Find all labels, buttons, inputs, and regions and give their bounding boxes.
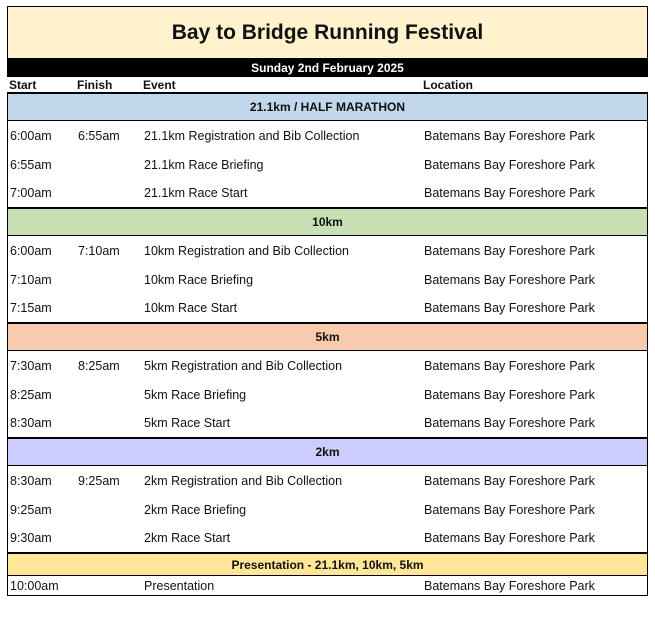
cell-event: 2km Race Briefing [144, 502, 247, 517]
section-header: 21.1km / HALF MARATHON [7, 93, 648, 121]
column-header-location: Location [423, 77, 473, 92]
schedule-row [7, 179, 648, 208]
column-header-event: Event [143, 77, 176, 92]
schedule-row [7, 576, 648, 596]
cell-start: 7:00am [10, 186, 52, 200]
cell-event: 10km Registration and Bib Collection [144, 243, 349, 258]
schedule-row [7, 466, 648, 495]
cell-start: 7:15am [10, 301, 52, 315]
cell-event: 10km Race Briefing [144, 272, 254, 287]
cell-event: 21.1km Registration and Bib Collection [144, 128, 360, 143]
column-header-row [7, 77, 648, 93]
cell-event: 21.1km Race Start [144, 186, 248, 200]
cell-location: Batemans Bay Foreshore Park [424, 301, 595, 315]
cell-finish: 7:10am [78, 243, 120, 258]
section-header: Presentation - 21.1km, 10km, 5km [7, 553, 648, 576]
schedule-section [7, 323, 648, 438]
cell-event: 2km Registration and Bib Collection [144, 473, 343, 488]
cell-event: 5km Registration and Bib Collection [144, 358, 343, 373]
cell-location: Batemans Bay Foreshore Park [424, 358, 595, 373]
cell-location: Batemans Bay Foreshore Park [424, 531, 595, 545]
cell-event: 21.1km Race Briefing [144, 157, 264, 172]
schedule-row [7, 294, 648, 323]
date-banner: Sunday 2nd February 2025 [7, 59, 648, 77]
cell-start: 8:30am [10, 416, 52, 430]
cell-start: 8:25am [10, 387, 52, 402]
section-header: 10km [7, 208, 648, 236]
schedule-row [7, 265, 648, 294]
schedule-row [7, 495, 648, 524]
cell-start: 7:10am [10, 272, 52, 287]
column-header-finish: Finish [77, 77, 113, 92]
cell-start: 6:55am [10, 157, 52, 172]
cell-location: Batemans Bay Foreshore Park [424, 186, 595, 200]
cell-event: 2km Race Start [144, 531, 231, 545]
schedule-row [7, 380, 648, 409]
cell-start: 10:00am [10, 578, 59, 593]
cell-start: 6:00am [10, 243, 52, 258]
sections-container [7, 93, 648, 596]
cell-location: Batemans Bay Foreshore Park [424, 578, 595, 593]
schedule-row [7, 409, 648, 438]
column-header-start: Start [9, 77, 37, 92]
schedule-row [7, 236, 648, 265]
schedule-row [7, 524, 648, 553]
cell-start: 9:30am [10, 531, 52, 545]
cell-event: 10km Race Start [144, 301, 238, 315]
cell-start: 7:30am [10, 358, 52, 373]
cell-location: Batemans Bay Foreshore Park [424, 243, 595, 258]
page-title: Bay to Bridge Running Festival [7, 6, 648, 59]
schedule-row [7, 121, 648, 150]
cell-event: 5km Race Start [144, 416, 231, 430]
schedule-row [7, 351, 648, 380]
schedule-section [7, 553, 648, 596]
cell-location: Batemans Bay Foreshore Park [424, 157, 595, 172]
cell-finish: 8:25am [78, 358, 120, 373]
cell-location: Batemans Bay Foreshore Park [424, 128, 595, 143]
schedule-sheet [7, 6, 648, 596]
cell-location: Batemans Bay Foreshore Park [424, 387, 595, 402]
cell-event: Presentation [144, 578, 215, 593]
cell-location: Batemans Bay Foreshore Park [424, 502, 595, 517]
cell-location: Batemans Bay Foreshore Park [424, 272, 595, 287]
schedule-section [7, 208, 648, 323]
cell-finish: 6:55am [78, 128, 120, 143]
section-header: 5km [7, 323, 648, 351]
schedule-section [7, 438, 648, 553]
cell-start: 6:00am [10, 128, 52, 143]
cell-location: Batemans Bay Foreshore Park [424, 473, 595, 488]
cell-location: Batemans Bay Foreshore Park [424, 416, 595, 430]
schedule-section [7, 93, 648, 208]
cell-event: 5km Race Briefing [144, 387, 247, 402]
section-header: 2km [7, 438, 648, 466]
cell-finish: 9:25am [78, 473, 120, 488]
schedule-row [7, 150, 648, 179]
cell-start: 8:30am [10, 473, 52, 488]
cell-start: 9:25am [10, 502, 52, 517]
